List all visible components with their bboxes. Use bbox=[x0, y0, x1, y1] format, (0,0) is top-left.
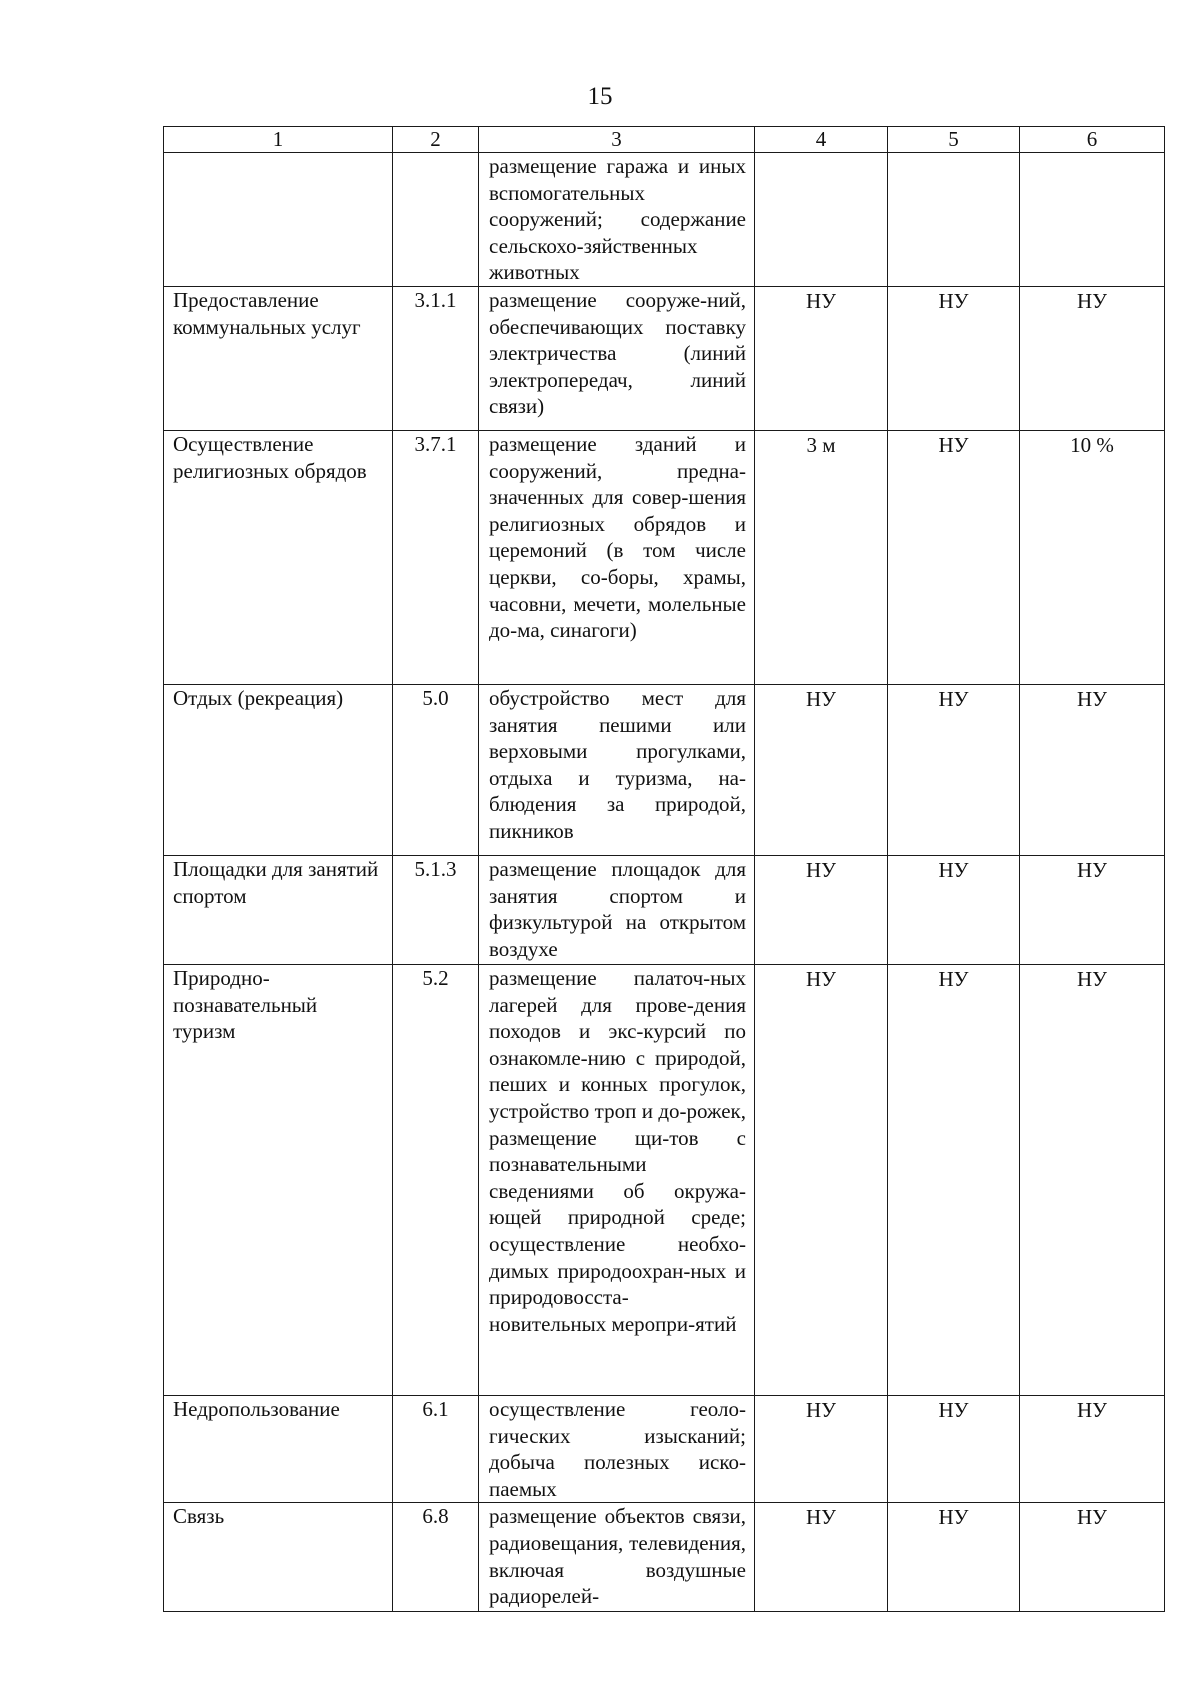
column-6-value: НУ bbox=[1076, 288, 1108, 313]
column-4-cell bbox=[755, 855, 888, 964]
use-description-cell: обустройство мест для занятия пешими или верховыми прогулками, отдыха и туризма, на-блюдения за природой, пикников bbox=[479, 684, 755, 855]
column-5-cell bbox=[888, 430, 1020, 684]
use-description-cell: осуществление геоло-гических изысканий; добыча полезных иско-паемых bbox=[479, 1395, 755, 1502]
use-description-cell: размещение гаража и иных вспомогательных сооружений; содержание сельскохо-зяйственных животных bbox=[479, 153, 755, 287]
table-row bbox=[164, 1503, 1165, 1612]
column-4-cell bbox=[755, 1503, 888, 1612]
use-code-cell: 5.2 bbox=[393, 964, 479, 1395]
use-name-cell: Природно-познавательный туризм bbox=[164, 964, 393, 1395]
column-6-value: НУ bbox=[1076, 1505, 1108, 1530]
table-row bbox=[164, 964, 1165, 1395]
column-5-value: НУ bbox=[938, 686, 969, 711]
column-4-value: НУ bbox=[805, 288, 837, 313]
column-6-value: НУ bbox=[1076, 1397, 1108, 1422]
column-4-value: НУ bbox=[805, 857, 837, 882]
table-header-row bbox=[164, 127, 1165, 153]
column-5-value: НУ bbox=[938, 1397, 969, 1422]
use-name-cell: Предоставление коммунальных услуг bbox=[164, 286, 393, 430]
table-row bbox=[164, 855, 1165, 964]
use-code-cell bbox=[393, 153, 479, 287]
column-6-cell bbox=[1020, 684, 1165, 855]
table-row bbox=[164, 286, 1165, 430]
column-6-cell bbox=[1020, 1503, 1165, 1612]
table-row bbox=[164, 153, 1165, 287]
use-code-cell: 6.8 bbox=[393, 1503, 479, 1612]
column-4-value: НУ bbox=[805, 966, 837, 991]
column-header-5: 5 bbox=[888, 127, 1020, 153]
column-5-value: НУ bbox=[938, 857, 969, 882]
use-name-cell: Недропользование bbox=[164, 1395, 393, 1502]
column-6-value: НУ bbox=[1076, 857, 1108, 882]
column-header-2: 2 bbox=[393, 127, 479, 153]
column-6-cell bbox=[1020, 286, 1165, 430]
use-name-cell: Отдых (рекреация) bbox=[164, 684, 393, 855]
column-6-cell bbox=[1020, 855, 1165, 964]
column-5-cell bbox=[888, 286, 1020, 430]
column-5-value: НУ bbox=[938, 288, 969, 313]
column-4-value: НУ bbox=[805, 1505, 837, 1530]
page-number: 15 bbox=[587, 83, 613, 110]
column-5-cell bbox=[888, 964, 1020, 1395]
use-code-cell: 5.1.3 bbox=[393, 855, 479, 964]
column-4-cell bbox=[755, 153, 888, 287]
use-name-cell: Осуществление религиозных обрядов bbox=[164, 430, 393, 684]
column-6-value: НУ bbox=[1076, 686, 1108, 711]
column-header-4: 4 bbox=[755, 127, 888, 153]
column-5-value: НУ bbox=[938, 432, 969, 457]
table-row bbox=[164, 430, 1165, 684]
column-4-cell bbox=[755, 430, 888, 684]
use-code-cell: 6.1 bbox=[393, 1395, 479, 1502]
column-header-6: 6 bbox=[1020, 127, 1165, 153]
table-row bbox=[164, 1395, 1165, 1502]
column-6-cell bbox=[1020, 153, 1165, 287]
column-4-cell bbox=[755, 964, 888, 1395]
column-4-cell bbox=[755, 286, 888, 430]
column-5-cell bbox=[888, 855, 1020, 964]
column-6-cell bbox=[1020, 964, 1165, 1395]
use-description-cell: размещение палаточ-ных лагерей для прове-дения походов и экс-курсий по ознакомле-нию с природой, пеших и конных прогулок, устройство троп и до-рожек, размещение щи-тов с познавательными сведениями об окружа-ющей природной среде; осуществление необхо-димых природоохран-ных и природовосста-новительных меропри-ятий bbox=[479, 964, 755, 1395]
use-description-cell: размещение сооруже-ний, обеспечивающих поставку электричества (линий электропередач, линий связи) bbox=[479, 286, 755, 430]
column-header-1: 1 bbox=[164, 127, 393, 153]
use-description-cell: размещение площадок для занятия спортом и физкультурой на открытом воздухе bbox=[479, 855, 755, 964]
column-5-value: НУ bbox=[938, 966, 969, 991]
use-description-cell: размещение зданий и сооружений, предна-значенных для совер-шения религиозных обрядов и церемоний (в том числе церкви, со-боры, храмы, часовни, мечети, молельные до-ма, синагоги) bbox=[479, 430, 755, 684]
column-5-cell bbox=[888, 153, 1020, 287]
column-header-3: 3 bbox=[479, 127, 755, 153]
use-code-cell: 5.0 bbox=[393, 684, 479, 855]
column-5-cell bbox=[888, 1395, 1020, 1502]
column-6-cell bbox=[1020, 430, 1165, 684]
column-6-value: 10 % bbox=[1070, 432, 1114, 457]
column-5-value: НУ bbox=[938, 1505, 969, 1530]
column-4-cell bbox=[755, 684, 888, 855]
use-name-cell: Площадки для занятий спортом bbox=[164, 855, 393, 964]
column-6-value: НУ bbox=[1076, 966, 1108, 991]
use-code-cell: 3.1.1 bbox=[393, 286, 479, 430]
column-5-cell bbox=[888, 1503, 1020, 1612]
table-row bbox=[164, 684, 1165, 855]
use-name-cell bbox=[164, 153, 393, 287]
column-6-cell bbox=[1020, 1395, 1165, 1502]
zoning-table bbox=[163, 126, 1165, 1612]
use-name-cell: Связь bbox=[164, 1503, 393, 1612]
column-4-value: НУ bbox=[805, 1397, 837, 1422]
column-5-cell bbox=[888, 684, 1020, 855]
column-4-value: 3 м bbox=[806, 432, 836, 457]
column-4-value: НУ bbox=[805, 686, 837, 711]
column-4-cell bbox=[755, 1395, 888, 1502]
use-description-cell: размещение объектов связи, радиовещания, телевидения, включая воздушные радиорелей- bbox=[479, 1503, 755, 1612]
use-code-cell: 3.7.1 bbox=[393, 430, 479, 684]
